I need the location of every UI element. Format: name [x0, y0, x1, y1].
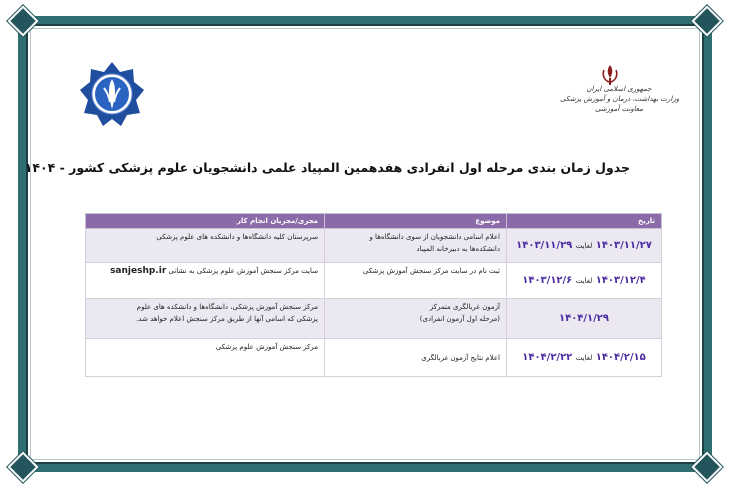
ministry-line: معاونت آموزشی	[594, 105, 644, 113]
table-row	[86, 339, 662, 377]
date-single: ۱۴۰۴/۱/۲۹	[558, 312, 610, 324]
iran-emblem-icon	[600, 64, 620, 86]
executor-line: سرپرستان کلیه دانشگاه‌ها و دانشکده های علوم پزشکی	[156, 233, 318, 241]
topic-cell	[325, 299, 507, 339]
date-from: ۱۴۰۴/۲/۱۵	[595, 351, 646, 363]
ministry-caption	[560, 84, 678, 114]
until-label: لغایت	[575, 353, 593, 362]
header-topic: موضوع	[325, 214, 507, 229]
topic-line: آزمون غربالگری متمرکز	[429, 303, 500, 311]
topic-line: اعلام نتایج آزمون غربالگری	[421, 353, 500, 362]
header-date: تاریخ	[507, 214, 662, 229]
date-to: ۱۴۰۳/۱۱/۲۹	[516, 239, 573, 251]
topic-line: اعلام اسامی دانشجویان از سوی دانشگاه‌ها و	[369, 233, 500, 241]
until-label: لغایت	[575, 241, 593, 250]
frame-left-border	[18, 16, 28, 472]
olympiad-logo-icon	[78, 60, 146, 128]
date-cell	[507, 263, 662, 299]
topic-line: (مرحله اول آزمون انفرادی)	[419, 315, 500, 323]
executor-cell	[86, 299, 325, 339]
executor-line	[92, 265, 318, 277]
iran-emblem	[585, 64, 635, 86]
topic-line: دانشکده‌ها به دبیرخانه المپیاد	[416, 245, 500, 253]
executor-cell	[86, 263, 325, 299]
date-to: ۱۴۰۴/۲/۲۲	[522, 351, 573, 363]
topic-line: ثبت نام در سایت مرکز سنجش آموزش پزشکی	[362, 267, 500, 275]
frame-bottom-border	[18, 462, 712, 472]
frame-top-border	[18, 16, 712, 26]
ministry-line: جمهوری اسلامی ایران	[586, 85, 652, 93]
table-row	[86, 263, 662, 299]
table-header-row	[86, 214, 662, 229]
table-row	[86, 229, 662, 263]
ministry-line: وزارت بهداشت، درمان و آموزش پزشکی	[560, 95, 680, 103]
executor-cell	[86, 339, 325, 377]
date-from: ۱۴۰۳/۱۲/۴	[595, 274, 646, 286]
schedule-table	[85, 213, 662, 377]
executor-text: سایت مرکز سنجش آموزش علوم پزشکی به نشانی	[168, 267, 318, 275]
document-title: جدول زمان بندی مرحله اول انفرادی هفدهمین المپیاد علمی دانشجویان علوم پزشکی کشور - ۱۴۰۴	[24, 160, 630, 175]
executor-line: پزشکی که اسامی آنها از طریق مرکز سنجش اعلام خواهد شد.	[136, 315, 318, 323]
date-to: ۱۴۰۳/۱۲/۶	[522, 274, 573, 286]
topic-cell	[325, 339, 507, 377]
executor-cell	[86, 229, 325, 263]
date-cell	[507, 339, 662, 377]
frame-right-border	[702, 16, 712, 472]
executor-line: مرکز سنجش آموزش علوم پزشکی	[215, 343, 318, 351]
sanjesh-link[interactable]: sanjeshp.ir	[110, 266, 167, 276]
date-from: ۱۴۰۳/۱۱/۲۷	[595, 239, 652, 251]
topic-cell	[325, 263, 507, 299]
date-cell	[507, 299, 662, 339]
header-executor: مجری/مجریان انجام کار	[86, 214, 325, 229]
table-row	[86, 299, 662, 339]
executor-line: مرکز سنجش آموزش پزشکی، دانشگاه‌ها و دانشکده های علوم	[136, 303, 318, 311]
date-cell	[507, 229, 662, 263]
topic-cell	[325, 229, 507, 263]
until-label: لغایت	[575, 276, 593, 285]
